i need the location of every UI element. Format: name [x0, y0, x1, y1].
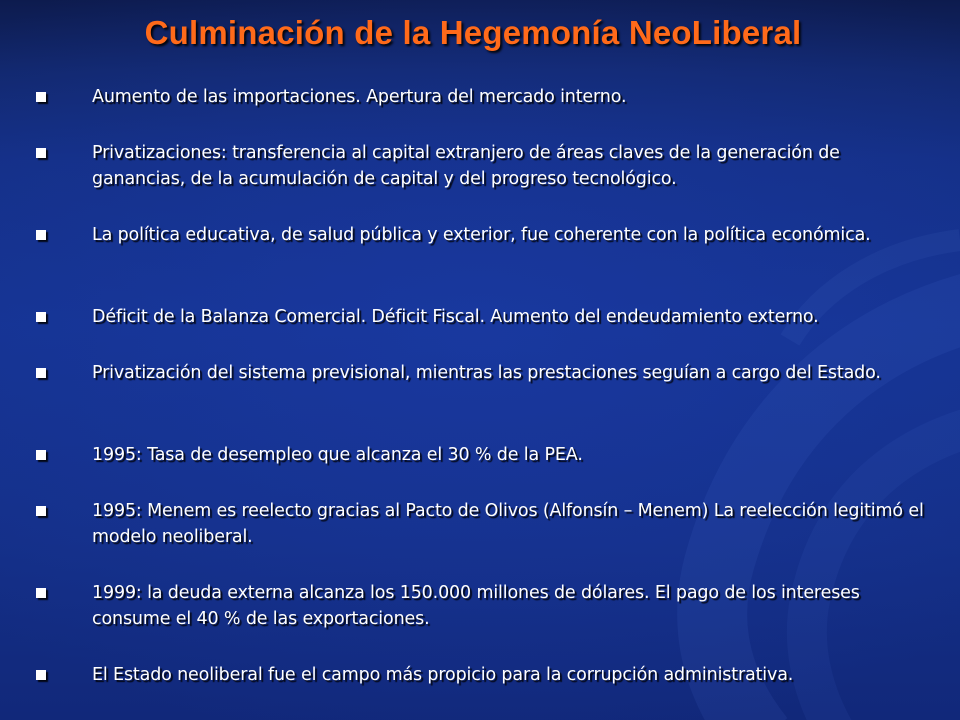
- square-bullet-icon: [36, 148, 46, 158]
- bullet-item: [36, 662, 926, 688]
- square-bullet-icon: [36, 670, 46, 680]
- square-bullet-icon: [36, 450, 46, 460]
- bullet-item: [36, 222, 926, 248]
- bullet-text: 1995: Menem es reelecto gracias al Pacto de Olivos (Alfonsín – Menem) La reelección legitimó el modelo neoliberal.: [92, 501, 924, 547]
- bullet-text: La política educativa, de salud pública y exterior, fue coherente con la política económica.: [92, 225, 871, 245]
- square-bullet-icon: [36, 92, 46, 102]
- bullet-text: Déficit de la Balanza Comercial. Déficit Fiscal. Aumento del endeudamiento externo.: [92, 307, 819, 327]
- bullet-text: Privatización del sistema previsional, mientras las prestaciones seguían a cargo del Estado.: [92, 363, 881, 383]
- bullet-text: El Estado neoliberal fue el campo más propicio para la corrupción administrativa.: [92, 665, 794, 685]
- square-bullet-icon: [36, 588, 46, 598]
- bullet-item: [36, 304, 926, 330]
- bullet-item: [36, 140, 926, 192]
- square-bullet-icon: [36, 312, 46, 322]
- bullet-text: 1999: la deuda externa alcanza los 150.000 millones de dólares. El pago de los intereses consume el 40 % de las exportaciones.: [92, 583, 860, 629]
- bullet-item: [36, 84, 926, 110]
- bullet-text: 1995: Tasa de desempleo que alcanza el 30 % de la PEA.: [92, 445, 583, 465]
- bullet-text: Aumento de las importaciones. Apertura del mercado interno.: [92, 87, 627, 107]
- square-bullet-icon: [36, 230, 46, 240]
- bullet-item: [36, 360, 926, 386]
- square-bullet-icon: [36, 368, 46, 378]
- bullet-text: Privatizaciones: transferencia al capital extranjero de áreas claves de la generación de ganancias, de la acumulación de capital y del progreso tecnológico.: [92, 143, 840, 189]
- slide-title: Culminación de la Hegemonía NeoLiberal: [144, 14, 802, 51]
- bullet-item: [36, 580, 926, 632]
- bullet-item: [36, 442, 926, 468]
- bullet-item: [36, 498, 926, 550]
- square-bullet-icon: [36, 506, 46, 516]
